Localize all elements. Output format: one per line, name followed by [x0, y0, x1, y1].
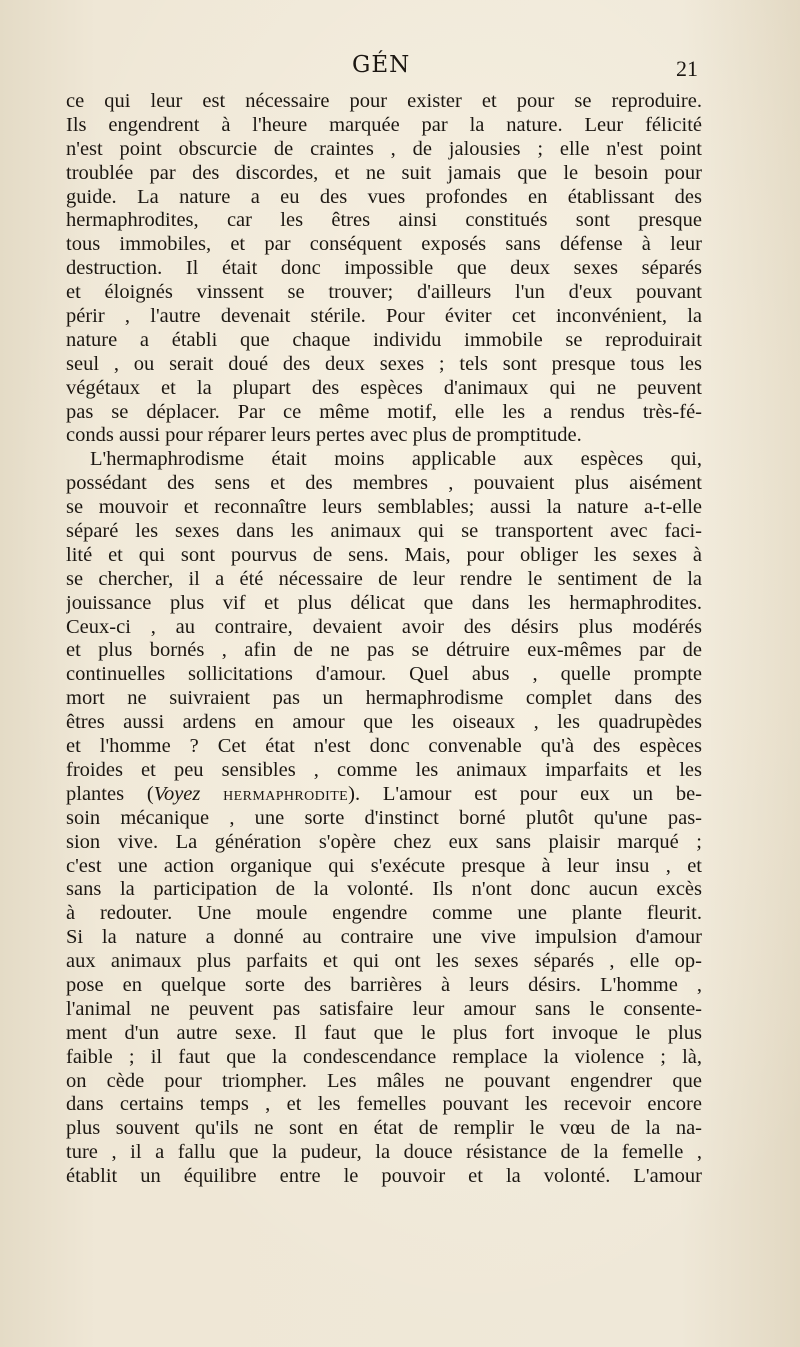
- line-start: plantes (: [66, 782, 154, 805]
- text-line: à redouter. Une moule engendre comme une plante fleurit.: [66, 902, 702, 925]
- text-line: sans la participation de la volonté. Ils n'ont donc aucun excès: [66, 878, 702, 901]
- text-line: et l'homme ? Cet état n'est donc convenable qu'à des espèces: [66, 735, 702, 758]
- text-line: lité et qui sont pourvus de sens. Mais, pour obliger les sexes à: [66, 543, 702, 566]
- page-header: [0, 52, 800, 88]
- running-head: GÉN: [352, 52, 411, 78]
- text-line: troublée par des discordes, et ne suit jamais que le besoin pour: [66, 161, 702, 184]
- text-line: destruction. Il était donc impossible que deux sexes séparés: [66, 257, 702, 280]
- text-line: soin mécanique , une sorte d'instinct borné plutôt qu'une pas-: [66, 806, 702, 829]
- text-line: ture , il a fallu que la pudeur, la douce résistance de la femelle ,: [66, 1141, 702, 1164]
- text-line: Si la nature a donné au contraire une vive impulsion d'amour: [66, 926, 702, 949]
- text-line: hermaphrodites, car les êtres ainsi constitués sont presque: [66, 209, 702, 232]
- text-line: possédant des sens et des membres , pouvaient plus aisément: [66, 472, 702, 495]
- text-line: ce qui leur est nécessaire pour exister et pour se reproduire.: [66, 90, 702, 112]
- text-line: pas se déplacer. Par ce même motif, elle les a rendus très-fé-: [66, 400, 702, 423]
- text-line: guide. La nature a eu des vues profondes en établissant des: [66, 185, 702, 208]
- body-text: [66, 90, 702, 1189]
- text-line: pose en quelque sorte des barrières à leurs désirs. L'homme ,: [66, 973, 702, 996]
- text-line: froides et peu sensibles , comme les animaux imparfaits et les: [66, 758, 702, 781]
- text-line: l'animal ne peuvent pas satisfaire leur amour sans le consente-: [66, 997, 702, 1020]
- text-line: seul , ou serait doué des deux sexes ; tels sont presque tous les: [66, 352, 702, 375]
- text-line: aux animaux plus parfaits et qui ont les sexes séparés , elle op-: [66, 950, 702, 973]
- text-line-cross-reference: [66, 783, 702, 807]
- paragraph-start-line: L'hermaphrodisme était moins applicable aux espèces qui,: [90, 448, 702, 471]
- voyez-italic: Voyez: [153, 782, 201, 805]
- text-line: on cède pour triompher. Les mâles ne pouvant engendrer que: [66, 1069, 702, 1092]
- text-line: n'est point obscurcie de craintes , de jalousies ; elle n'est point: [66, 137, 702, 160]
- text-line: établit un équilibre entre le pouvoir et la volonté. L'amour: [66, 1165, 702, 1188]
- text-line: plus souvent qu'ils ne sont en état de remplir le vœu de la na-: [66, 1117, 702, 1140]
- text-line: mort ne suivraient pas un hermaphrodisme complet dans des: [66, 687, 702, 710]
- line-end: ). L'amour est pour eux un be-: [348, 782, 702, 805]
- text-line: dans certains temps , et les femelles pouvant les recevoir encore: [66, 1093, 702, 1116]
- text-line: ment d'un autre sexe. Il faut que le plus fort invoque le plus: [66, 1021, 702, 1044]
- text-line: se chercher, il a été nécessaire de leur rendre le sentiment de la: [66, 567, 702, 590]
- text-line: tous immobiles, et par conséquent exposés sans défense à leur: [66, 233, 702, 256]
- text-line: séparé les sexes dans les animaux qui se transportent avec faci-: [66, 520, 702, 543]
- text-line: c'est une action organique qui s'exécute presque à leur insu , et: [66, 854, 702, 877]
- cross-reference-term: HERMAPHRODITE: [223, 788, 349, 804]
- text-line: nature a établi que chaque individu immobile se reproduirait: [66, 328, 702, 351]
- text-line: jouissance plus vif et plus délicat que dans les hermaphrodites.: [66, 591, 702, 614]
- text-line: Ils engendrent à l'heure marquée par la nature. Leur félicité: [66, 113, 702, 136]
- text-line: sion vive. La génération s'opère chez eux sans plaisir marqué ;: [66, 830, 702, 853]
- text-line: continuelles sollicitations d'amour. Quel abus , quelle prompte: [66, 663, 702, 686]
- page-number: 21: [676, 56, 698, 81]
- text-line: végétaux et la plupart des espèces d'animaux qui ne peuvent: [66, 376, 702, 399]
- text-line: et éloignés vinssent se trouver; d'ailleurs l'un d'eux pouvant: [66, 281, 702, 304]
- text-line: périr , l'autre devenait stérile. Pour éviter cet inconvénient, la: [66, 305, 702, 328]
- text-line: et plus bornés , afin de ne pas se détruire eux-mêmes par de: [66, 639, 702, 662]
- paragraph-end-line: conds aussi pour réparer leurs pertes avec plus de promptitude.: [66, 424, 582, 447]
- text-line: êtres aussi ardens en amour que les oiseaux , les quadrupèdes: [66, 711, 702, 734]
- text-line: Ceux-ci , au contraire, devaient avoir des désirs plus modérés: [66, 615, 702, 638]
- text-line: faible ; il faut que la condescendance remplace la violence ; là,: [66, 1045, 702, 1068]
- text-line: se mouvoir et reconnaître leurs semblables; aussi la nature a-t-elle: [66, 496, 702, 519]
